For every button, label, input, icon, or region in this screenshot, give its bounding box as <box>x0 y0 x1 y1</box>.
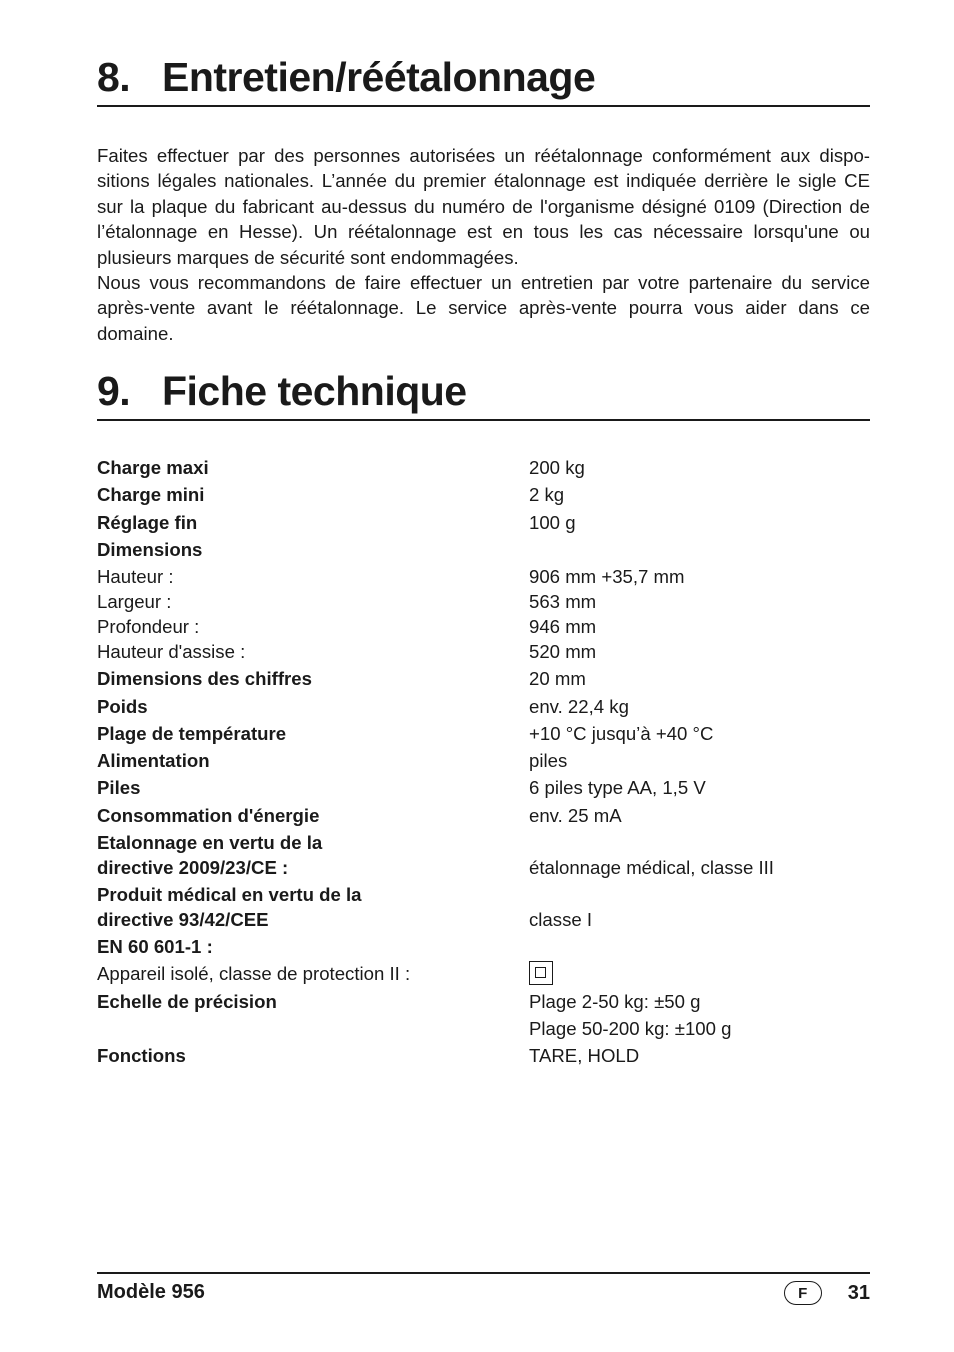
class-ii-symbol-icon <box>529 961 553 985</box>
spec-value: piles <box>529 750 568 771</box>
section-9-heading <box>97 368 870 414</box>
text-line: de l’étalonnage en Hesse). Un réétalonnage est en tous les cas nécessaire lorsqu'une ou <box>97 195 870 243</box>
spec-label: Consommation d'énergie <box>97 805 320 826</box>
spec-label: Hauteur : <box>97 566 174 587</box>
footer-rule <box>97 1272 870 1274</box>
spec-value: Plage 50-200 kg: ±100 g <box>529 1018 732 1039</box>
text-line: après-vente avant le réétalonnage. Le service après-vente pourra vous aider dans ce <box>97 297 870 319</box>
spec-label: Profondeur : <box>97 616 200 637</box>
spec-value: env. 22,4 kg <box>529 696 629 717</box>
spec-value: 906 mm +35,7 mm <box>529 566 685 587</box>
spec-value: 520 mm <box>529 641 597 662</box>
spec-label: Piles <box>97 777 141 798</box>
spec-value: 200 kg <box>529 457 585 478</box>
spec-label: EN 60 601-1 : <box>97 936 213 957</box>
text-line: Faites effectuer par des personnes autorisées un réétalonnage conformément aux dispo- <box>97 145 870 166</box>
spec-value: 20 mm <box>529 668 586 689</box>
text-line: plusieurs marques de sécurité sont endommagées. <box>97 246 519 268</box>
footer-page-info <box>784 1281 870 1305</box>
section-title: Entretien/réétalonnage <box>162 54 596 100</box>
heading-rule <box>97 105 870 107</box>
spec-value: 563 mm <box>529 591 597 612</box>
spec-value <box>529 963 553 992</box>
spec-label: Echelle de précision <box>97 991 277 1012</box>
spec-value: TARE, HOLD <box>529 1045 640 1066</box>
section-title: Fiche technique <box>162 368 467 414</box>
spec-value: +10 °C jusqu’à +40 °C <box>529 723 714 744</box>
section-8-heading <box>97 54 870 100</box>
spec-label: Charge maxi <box>97 457 209 478</box>
spec-value: 6 piles type AA, 1,5 V <box>529 777 706 798</box>
spec-value: étalonnage médical, classe III <box>529 857 774 878</box>
text-line: Nous vous recommandons de faire effectuer un entretien par votre partenaire du service <box>97 272 870 294</box>
spec-value: 946 mm <box>529 616 597 637</box>
model-name: Modèle 956 <box>97 1281 205 1303</box>
spec-label: Charge mini <box>97 484 205 505</box>
text-line: sitions légales nationales. L’année du premier étalonnage est indiquée derrière le sigle CE <box>97 170 870 192</box>
section-number: 9. <box>97 368 131 414</box>
paragraph <box>97 270 870 346</box>
spec-label: Poids <box>97 696 148 717</box>
spec-label: Appareil isolé, classe de protection II : <box>97 963 411 984</box>
spec-label: directive 93/42/CEE <box>97 909 269 930</box>
spec-label: Alimentation <box>97 750 210 771</box>
spec-label: Plage de température <box>97 723 287 744</box>
heading-rule <box>97 419 870 421</box>
spec-value: env. 25 mA <box>529 805 622 826</box>
section-number: 8. <box>97 54 131 100</box>
spec-label: directive 2009/23/CE : <box>97 857 289 878</box>
spec-label: Dimensions <box>97 539 203 560</box>
text-line: sur la plaque du fabricant au-dessus du numéro de l'organisme désigné 0109 (Direction <box>97 195 843 217</box>
page-number: 31 <box>847 1281 870 1304</box>
spec-label: Hauteur d'assise : <box>97 641 246 662</box>
text-line: domaine. <box>97 322 174 344</box>
spec-label: Etalonnage en vertu de la <box>97 832 323 853</box>
spec-value: 100 g <box>529 512 576 533</box>
spec-value: Plage 2-50 kg: ±50 g <box>529 991 701 1012</box>
spec-label: Dimensions des chiffres <box>97 668 312 689</box>
spec-label: Réglage fin <box>97 512 198 533</box>
spec-label: Fonctions <box>97 1045 186 1066</box>
paragraph <box>97 143 870 270</box>
section-8-body <box>97 143 870 346</box>
language-badge: F <box>784 1281 822 1305</box>
spec-value: 2 kg <box>529 484 565 505</box>
spec-label: Largeur : <box>97 591 172 612</box>
spec-label: Produit médical en vertu de la <box>97 884 362 905</box>
spec-value: classe I <box>529 909 593 930</box>
